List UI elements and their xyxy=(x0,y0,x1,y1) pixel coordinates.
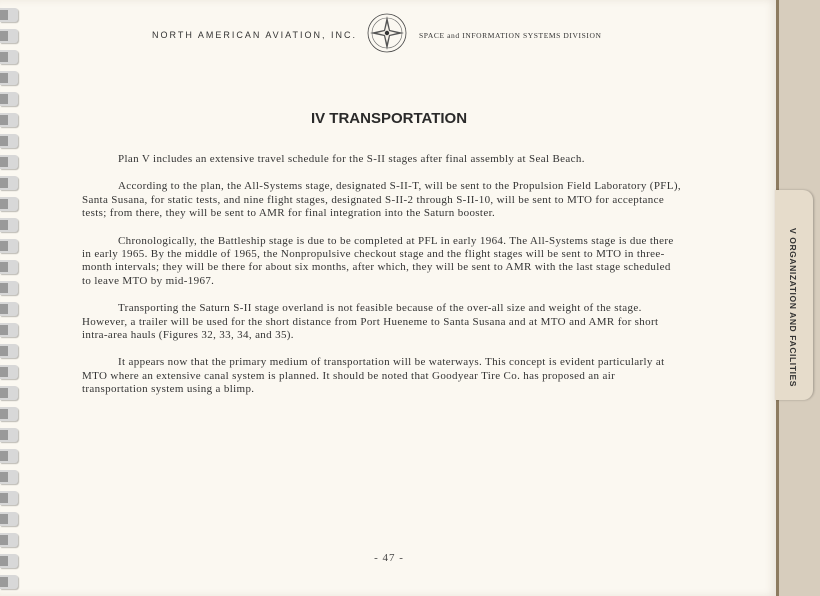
binding-ring xyxy=(0,470,18,484)
spiral-binding xyxy=(0,0,22,596)
binding-ring xyxy=(0,50,18,64)
binding-ring xyxy=(0,407,18,421)
paragraph: According to the plan, the All-Systems stage, designated S-II-T, will be sent to the Propulsion Field Laboratory (PFL), Santa Susana, for static tests, and nine flight stages, designated S-II-2 through S-II-10, will be sent to MTO for acceptance tests; from there, they will be sent to AMR for final integration into the Saturn booster. xyxy=(82,180,681,220)
binding-ring xyxy=(0,386,18,400)
binding-ring xyxy=(0,428,18,442)
binding-ring xyxy=(0,302,18,316)
binding-ring xyxy=(0,134,18,148)
paragraph: Plan V includes an extensive travel schedule for the S-II stages after final assembly at Seal Beach. xyxy=(118,153,585,165)
binding-ring xyxy=(0,197,18,211)
binding-ring xyxy=(0,491,18,505)
binding-ring xyxy=(0,533,18,547)
binding-ring xyxy=(0,239,18,253)
compass-star-icon xyxy=(366,12,408,54)
binding-ring xyxy=(0,92,18,106)
binding-ring xyxy=(0,281,18,295)
company-name: NORTH AMERICAN AVIATION, INC. xyxy=(152,30,358,40)
paragraph: Transporting the Saturn S-II stage overland is not feasible because of the over-all size and weight of the stage. However, a trailer will be used for the short distance from Port Hueneme to Santa Susana and at MTO and AMR for short intra-area hauls (Figures 32, 33, 34, and 35). xyxy=(82,302,659,342)
paragraph: It appears now that the primary medium of transportation will be waterways. This concept is evident particularly at MTO where an extensive canal system is planned. It should be noted that Goodyear Tire Co. has proposed an air transportation system using a blimp. xyxy=(82,356,665,396)
section-tab-label: V ORGANIZATION AND FACILITIES xyxy=(788,228,798,388)
page-number: - 47 - xyxy=(374,552,404,564)
division-name: SPACE and INFORMATION SYSTEMS DIVISION xyxy=(419,31,602,40)
binding-ring xyxy=(0,155,18,169)
binding-ring xyxy=(0,344,18,358)
binding-ring xyxy=(0,260,18,274)
binding-ring xyxy=(0,575,18,589)
binding-ring xyxy=(0,29,18,43)
binding-ring xyxy=(0,218,18,232)
binding-ring xyxy=(0,323,18,337)
paragraph: Chronologically, the Battleship stage is due to be completed at PFL in early 1964. The All-Systems stage is due there in early 1965. By the middle of 1965, the Nonpropulsive checkout stage and the flight stages will be sent to MTO in three-month intervals; they will be there for about six months, after which, they will be sent to AMR with the last stage scheduled to leave MTO by mid-1967. xyxy=(82,234,674,287)
body-text xyxy=(82,153,682,411)
binding-ring xyxy=(0,71,18,85)
binding-ring xyxy=(0,512,18,526)
binding-ring xyxy=(0,449,18,463)
binding-ring xyxy=(0,176,18,190)
binding-ring xyxy=(0,8,18,22)
binding-ring xyxy=(0,365,18,379)
section-title: IV TRANSPORTATION xyxy=(310,110,468,127)
